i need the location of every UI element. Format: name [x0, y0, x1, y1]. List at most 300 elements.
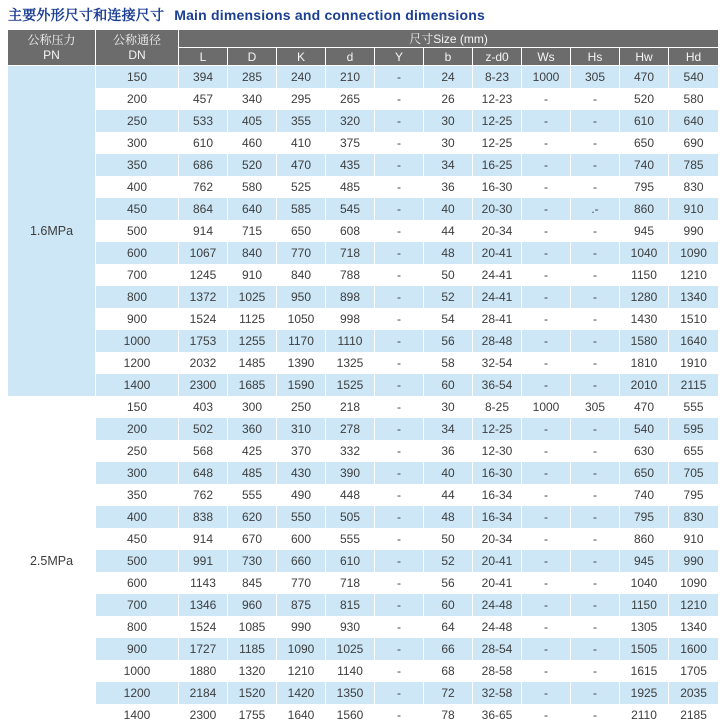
size-cell-Hs: - [571, 88, 620, 110]
size-cell-L: 1372 [179, 286, 228, 308]
size-cell-Y: - [375, 176, 424, 198]
dn-value-cell: 1200 [96, 352, 179, 374]
size-cell-d: 1325 [326, 352, 375, 374]
size-cell-b: 58 [424, 352, 473, 374]
size-cell-Hs: - [571, 242, 620, 264]
size-cell-L: 2032 [179, 352, 228, 374]
size-cell-b: 36 [424, 440, 473, 462]
size-cell-z-d0: 24-48 [473, 616, 522, 638]
table-row [8, 176, 718, 198]
size-cell-D: 960 [228, 594, 277, 616]
page-title-zh: 主要外形尺寸和连接尺寸 [8, 7, 165, 23]
size-cell-Ws: - [522, 132, 571, 154]
size-cell-Hs: - [571, 154, 620, 176]
size-cell-L: 1753 [179, 330, 228, 352]
dn-value-cell: 900 [96, 308, 179, 330]
size-cell-Y: - [375, 308, 424, 330]
size-cell-D: 285 [228, 66, 277, 88]
size-cell-b: 30 [424, 110, 473, 132]
size-cell-b: 56 [424, 572, 473, 594]
size-cell-Hs: - [571, 682, 620, 704]
size-cell-D: 1255 [228, 330, 277, 352]
size-cell-K: 650 [277, 220, 326, 242]
size-cell-L: 533 [179, 110, 228, 132]
size-cell-Hs: - [571, 286, 620, 308]
size-cell-z-d0: 32-54 [473, 352, 522, 374]
size-cell-Ws: - [522, 220, 571, 242]
size-cell-Hd: 830 [669, 506, 718, 528]
size-cell-K: 355 [277, 110, 326, 132]
size-cell-Y: - [375, 242, 424, 264]
size-cell-d: 610 [326, 550, 375, 572]
size-cell-L: 1524 [179, 308, 228, 330]
size-cell-Y: - [375, 638, 424, 660]
table-row [8, 638, 718, 660]
dn-value-cell: 400 [96, 506, 179, 528]
table-row [8, 374, 718, 396]
size-cell-z-d0: 28-58 [473, 660, 522, 682]
size-cell-Ws: - [522, 572, 571, 594]
size-cell-d: 320 [326, 110, 375, 132]
size-cell-D: 580 [228, 176, 277, 198]
size-cell-Y: - [375, 682, 424, 704]
size-cell-D: 1685 [228, 374, 277, 396]
header-size-col-Hd: Hd [669, 48, 718, 66]
size-cell-L: 502 [179, 418, 228, 440]
size-cell-Y: - [375, 220, 424, 242]
size-cell-Hd: 705 [669, 462, 718, 484]
size-cell-Ws: - [522, 264, 571, 286]
table-row [8, 660, 718, 682]
size-cell-Y: - [375, 594, 424, 616]
size-cell-D: 485 [228, 462, 277, 484]
size-cell-z-d0: 20-34 [473, 220, 522, 242]
size-cell-z-d0: 24-41 [473, 264, 522, 286]
size-cell-Hd: 1910 [669, 352, 718, 374]
size-cell-b: 40 [424, 462, 473, 484]
size-cell-d: 435 [326, 154, 375, 176]
size-cell-z-d0: 24-41 [473, 286, 522, 308]
size-cell-K: 1640 [277, 704, 326, 726]
size-cell-Hd: 910 [669, 198, 718, 220]
size-cell-b: 40 [424, 198, 473, 220]
size-cell-Hs: - [571, 528, 620, 550]
header-size-col-K: K [277, 48, 326, 66]
size-cell-b: 34 [424, 154, 473, 176]
size-cell-L: 2300 [179, 374, 228, 396]
table-row [8, 308, 718, 330]
size-cell-K: 550 [277, 506, 326, 528]
size-cell-d: 1140 [326, 660, 375, 682]
size-cell-Hw: 1150 [620, 264, 669, 286]
dn-value-cell: 500 [96, 220, 179, 242]
size-cell-d: 718 [326, 572, 375, 594]
size-cell-Hw: 540 [620, 418, 669, 440]
size-cell-Hd: 990 [669, 550, 718, 572]
size-cell-Hd: 540 [669, 66, 718, 88]
size-cell-Ws: - [522, 286, 571, 308]
size-cell-Y: - [375, 66, 424, 88]
size-cell-Y: - [375, 154, 424, 176]
size-cell-D: 640 [228, 198, 277, 220]
size-cell-z-d0: 20-34 [473, 528, 522, 550]
table-row [8, 616, 718, 638]
size-cell-L: 1245 [179, 264, 228, 286]
size-cell-Y: - [375, 506, 424, 528]
size-cell-z-d0: 20-30 [473, 198, 522, 220]
table-row [8, 88, 718, 110]
size-cell-D: 1485 [228, 352, 277, 374]
size-cell-K: 1590 [277, 374, 326, 396]
size-cell-Y: - [375, 484, 424, 506]
size-cell-D: 1125 [228, 308, 277, 330]
size-cell-b: 44 [424, 484, 473, 506]
size-cell-Hd: 910 [669, 528, 718, 550]
table-row [8, 286, 718, 308]
table-row [8, 418, 718, 440]
size-cell-Hw: 1040 [620, 242, 669, 264]
size-cell-b: 50 [424, 528, 473, 550]
size-cell-Hw: 795 [620, 176, 669, 198]
size-cell-Hs: - [571, 308, 620, 330]
size-cell-b: 68 [424, 660, 473, 682]
table-row [8, 572, 718, 594]
size-cell-L: 838 [179, 506, 228, 528]
size-cell-Ws: - [522, 660, 571, 682]
size-cell-d: 608 [326, 220, 375, 242]
size-cell-Hd: 2035 [669, 682, 718, 704]
size-cell-d: 375 [326, 132, 375, 154]
size-cell-d: 1110 [326, 330, 375, 352]
header-group-row [8, 30, 718, 48]
size-cell-D: 340 [228, 88, 277, 110]
size-cell-Hd: 1340 [669, 286, 718, 308]
table-row [8, 462, 718, 484]
size-cell-b: 50 [424, 264, 473, 286]
size-cell-Y: - [375, 440, 424, 462]
size-cell-L: 1524 [179, 616, 228, 638]
size-cell-b: 60 [424, 594, 473, 616]
dn-value-cell: 1200 [96, 682, 179, 704]
table-row [8, 550, 718, 572]
size-cell-z-d0: 20-41 [473, 572, 522, 594]
size-cell-Hs: - [571, 264, 620, 286]
size-cell-b: 60 [424, 374, 473, 396]
table-row [8, 198, 718, 220]
header-dn-zh: 公称通径 [112, 32, 161, 47]
size-cell-K: 950 [277, 286, 326, 308]
size-cell-K: 990 [277, 616, 326, 638]
dn-value-cell: 450 [96, 528, 179, 550]
size-cell-Hw: 1810 [620, 352, 669, 374]
size-cell-z-d0: 8-23 [473, 66, 522, 88]
header-size-col-Ws: Ws [522, 48, 571, 66]
size-cell-Ws: - [522, 704, 571, 726]
dn-value-cell: 150 [96, 66, 179, 88]
dimensions-table [8, 30, 718, 726]
size-cell-b: 52 [424, 286, 473, 308]
size-cell-Hs: - [571, 616, 620, 638]
pn-value-cell: 2.5MPa [8, 396, 96, 726]
size-cell-z-d0: 16-30 [473, 176, 522, 198]
size-cell-Hs: - [571, 462, 620, 484]
size-cell-D: 715 [228, 220, 277, 242]
size-cell-Hd: 640 [669, 110, 718, 132]
size-cell-b: 54 [424, 308, 473, 330]
size-cell-Hs: - [571, 176, 620, 198]
dn-value-cell: 1400 [96, 704, 179, 726]
size-cell-D: 1025 [228, 286, 277, 308]
header-dn [96, 30, 179, 66]
size-cell-D: 1185 [228, 638, 277, 660]
table-row [8, 132, 718, 154]
size-cell-K: 410 [277, 132, 326, 154]
size-cell-K: 1170 [277, 330, 326, 352]
size-cell-Hd: 1210 [669, 594, 718, 616]
size-cell-Y: - [375, 550, 424, 572]
size-cell-D: 840 [228, 242, 277, 264]
size-cell-D: 1085 [228, 616, 277, 638]
size-cell-Hw: 1505 [620, 638, 669, 660]
size-cell-Hd: 690 [669, 132, 718, 154]
size-cell-K: 1090 [277, 638, 326, 660]
size-cell-d: 1025 [326, 638, 375, 660]
size-cell-Hw: 520 [620, 88, 669, 110]
size-cell-Hd: 830 [669, 176, 718, 198]
size-cell-D: 670 [228, 528, 277, 550]
size-cell-Hs: 305 [571, 66, 620, 88]
table-row [8, 242, 718, 264]
size-cell-b: 72 [424, 682, 473, 704]
size-cell-Ws: - [522, 462, 571, 484]
table-row [8, 264, 718, 286]
size-cell-K: 490 [277, 484, 326, 506]
pn-value-cell: 1.6MPa [8, 66, 96, 396]
size-cell-Y: - [375, 374, 424, 396]
size-cell-Hw: 1305 [620, 616, 669, 638]
size-cell-Hw: 1615 [620, 660, 669, 682]
size-cell-L: 568 [179, 440, 228, 462]
size-cell-d: 210 [326, 66, 375, 88]
size-cell-Ws: - [522, 440, 571, 462]
size-cell-Y: - [375, 286, 424, 308]
dn-value-cell: 300 [96, 132, 179, 154]
size-cell-Y: - [375, 396, 424, 418]
size-cell-L: 914 [179, 528, 228, 550]
table-row [8, 682, 718, 704]
size-cell-Ws: - [522, 198, 571, 220]
header-pn-en: PN [43, 47, 60, 62]
size-cell-Hw: 1150 [620, 594, 669, 616]
size-cell-d: 930 [326, 616, 375, 638]
size-cell-L: 2300 [179, 704, 228, 726]
size-cell-Hs: - [571, 132, 620, 154]
size-cell-Hs: - [571, 374, 620, 396]
size-cell-Hw: 1580 [620, 330, 669, 352]
size-cell-Hs: - [571, 440, 620, 462]
size-cell-z-d0: 12-25 [473, 132, 522, 154]
table-row [8, 506, 718, 528]
size-cell-d: 718 [326, 242, 375, 264]
size-cell-Ws: 1000 [522, 396, 571, 418]
size-cell-z-d0: 28-41 [473, 308, 522, 330]
dn-value-cell: 1000 [96, 660, 179, 682]
size-cell-z-d0: 16-34 [473, 506, 522, 528]
size-cell-b: 48 [424, 242, 473, 264]
size-cell-Ws: - [522, 154, 571, 176]
size-cell-z-d0: 28-54 [473, 638, 522, 660]
size-cell-b: 44 [424, 220, 473, 242]
dn-value-cell: 250 [96, 440, 179, 462]
size-cell-b: 48 [424, 506, 473, 528]
size-cell-d: 218 [326, 396, 375, 418]
size-cell-b: 30 [424, 132, 473, 154]
size-cell-b: 36 [424, 176, 473, 198]
size-cell-K: 660 [277, 550, 326, 572]
size-cell-d: 1560 [326, 704, 375, 726]
size-cell-z-d0: 20-41 [473, 550, 522, 572]
size-cell-Hw: 1925 [620, 682, 669, 704]
size-cell-L: 457 [179, 88, 228, 110]
size-cell-K: 295 [277, 88, 326, 110]
size-cell-Hs: - [571, 550, 620, 572]
size-cell-d: 555 [326, 528, 375, 550]
table-row [8, 110, 718, 132]
size-cell-Hd: 1090 [669, 242, 718, 264]
table-row [8, 704, 718, 726]
size-cell-K: 770 [277, 242, 326, 264]
size-cell-K: 585 [277, 198, 326, 220]
size-cell-L: 762 [179, 176, 228, 198]
size-cell-K: 1050 [277, 308, 326, 330]
size-cell-D: 555 [228, 484, 277, 506]
size-cell-Hs: - [571, 594, 620, 616]
size-cell-D: 845 [228, 572, 277, 594]
header-pn-zh: 公称压力 [27, 32, 76, 47]
size-cell-L: 1143 [179, 572, 228, 594]
dn-value-cell: 800 [96, 616, 179, 638]
size-cell-d: 332 [326, 440, 375, 462]
header-size-col-b: b [424, 48, 473, 66]
size-cell-Ws: - [522, 550, 571, 572]
size-cell-Hs: - [571, 110, 620, 132]
dn-value-cell: 1000 [96, 330, 179, 352]
size-cell-Hw: 2110 [620, 704, 669, 726]
size-cell-b: 34 [424, 418, 473, 440]
size-cell-Y: - [375, 462, 424, 484]
size-cell-Hw: 860 [620, 198, 669, 220]
size-cell-Y: - [375, 264, 424, 286]
size-cell-Y: - [375, 660, 424, 682]
dn-value-cell: 200 [96, 88, 179, 110]
size-cell-Y: - [375, 616, 424, 638]
size-cell-Hs: - [571, 704, 620, 726]
size-cell-Hw: 470 [620, 396, 669, 418]
size-cell-z-d0: 32-58 [473, 682, 522, 704]
size-cell-D: 1320 [228, 660, 277, 682]
size-cell-Hw: 1430 [620, 308, 669, 330]
header-size-col-z-d0: z-d0 [473, 48, 522, 66]
table-row [8, 220, 718, 242]
size-cell-K: 1210 [277, 660, 326, 682]
size-cell-Y: - [375, 330, 424, 352]
size-cell-Ws: - [522, 594, 571, 616]
size-cell-Hw: 1040 [620, 572, 669, 594]
size-cell-d: 898 [326, 286, 375, 308]
dn-value-cell: 600 [96, 572, 179, 594]
size-cell-K: 370 [277, 440, 326, 462]
size-cell-Ws: - [522, 682, 571, 704]
size-cell-d: 448 [326, 484, 375, 506]
size-cell-Ws: 1000 [522, 66, 571, 88]
size-cell-L: 610 [179, 132, 228, 154]
header-size-col-D: D [228, 48, 277, 66]
size-cell-d: 545 [326, 198, 375, 220]
size-cell-d: 278 [326, 418, 375, 440]
size-cell-D: 460 [228, 132, 277, 154]
size-cell-z-d0: 8-25 [473, 396, 522, 418]
size-cell-L: 914 [179, 220, 228, 242]
size-cell-Hd: 2185 [669, 704, 718, 726]
size-cell-Hs: - [571, 352, 620, 374]
size-cell-b: 66 [424, 638, 473, 660]
size-cell-K: 1390 [277, 352, 326, 374]
size-cell-Ws: - [522, 528, 571, 550]
size-cell-z-d0: 28-48 [473, 330, 522, 352]
size-cell-b: 30 [424, 396, 473, 418]
size-cell-Hd: 1210 [669, 264, 718, 286]
size-cell-z-d0: 20-41 [473, 242, 522, 264]
size-cell-Hd: 580 [669, 88, 718, 110]
size-cell-z-d0: 36-65 [473, 704, 522, 726]
size-cell-D: 910 [228, 264, 277, 286]
size-cell-Hs: - [571, 572, 620, 594]
size-cell-Y: - [375, 88, 424, 110]
size-cell-Y: - [375, 352, 424, 374]
size-cell-z-d0: 12-30 [473, 440, 522, 462]
dn-value-cell: 250 [96, 110, 179, 132]
size-cell-Hs: - [571, 660, 620, 682]
size-cell-Ws: - [522, 484, 571, 506]
size-cell-K: 840 [277, 264, 326, 286]
size-cell-Hd: 555 [669, 396, 718, 418]
size-cell-L: 1067 [179, 242, 228, 264]
size-cell-L: 864 [179, 198, 228, 220]
size-cell-z-d0: 12-25 [473, 418, 522, 440]
size-cell-Hs: - [571, 506, 620, 528]
size-cell-Hd: 1640 [669, 330, 718, 352]
size-cell-b: 24 [424, 66, 473, 88]
size-cell-Ws: - [522, 374, 571, 396]
size-cell-D: 360 [228, 418, 277, 440]
table-row [8, 484, 718, 506]
size-cell-d: 485 [326, 176, 375, 198]
size-cell-K: 430 [277, 462, 326, 484]
size-cell-D: 730 [228, 550, 277, 572]
size-cell-Ws: - [522, 242, 571, 264]
size-cell-b: 56 [424, 330, 473, 352]
size-cell-z-d0: 24-48 [473, 594, 522, 616]
size-cell-Hw: 860 [620, 528, 669, 550]
header-size-col-Hw: Hw [620, 48, 669, 66]
size-cell-d: 505 [326, 506, 375, 528]
size-cell-z-d0: 16-25 [473, 154, 522, 176]
table-row [8, 528, 718, 550]
size-cell-Hs: - [571, 638, 620, 660]
size-cell-Hw: 740 [620, 154, 669, 176]
size-cell-L: 2184 [179, 682, 228, 704]
size-cell-Hw: 610 [620, 110, 669, 132]
